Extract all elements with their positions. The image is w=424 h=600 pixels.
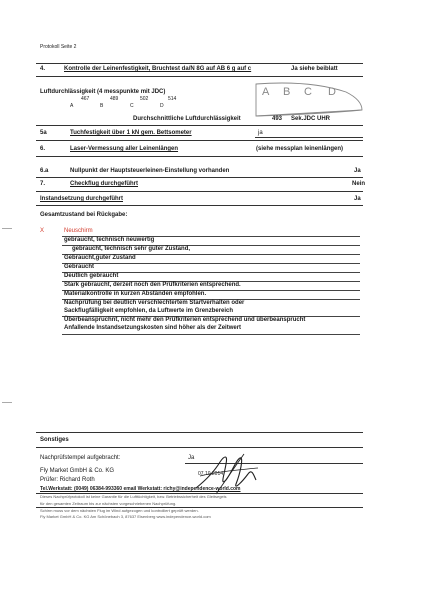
row-6a-value: Ja xyxy=(354,168,361,174)
row-repair-label: Instandsetzung durchgeführt xyxy=(40,196,123,202)
page-label: Protokoll Seite 2 xyxy=(40,44,77,50)
row-7-value: Nein xyxy=(352,181,366,187)
row-7-number: 7. xyxy=(40,181,46,187)
company-name: Fly Market GmbH & Co. KG xyxy=(40,468,115,474)
option-2: gebraucht, technisch sehr guter Zustand, xyxy=(72,246,191,252)
option-3: Gebraucht,guter Zustand xyxy=(64,255,136,261)
company-address: Fly Market GmbH & Co. KG Am Schönebach 3, 87637 Eisenberg www.independence-world.com xyxy=(40,514,211,519)
disclaimer-1: Dieses Nachprüfprotokoll ist keine Garantie für die Lufttüchtigkeit, bzw. Betriebssicherheit des Gleitsegels xyxy=(40,494,227,499)
overall-title: Gesamtzustand bei Rückgabe: xyxy=(40,212,128,218)
point-d: D xyxy=(160,103,164,109)
avg-label: Durchschnittliche Luftdurchlässigkeit xyxy=(133,116,241,122)
option-10: Überbeanspruchnt, nicht mehr den Prüfkriterien entsprechend und überbeansprucht xyxy=(64,317,306,323)
stamp-value: Ja xyxy=(188,455,195,461)
examiner-name: Prüfer: Richard Roth xyxy=(40,477,95,483)
option-6: Stark gebraucht, derzeit noch den Prüfkriterien entsprechend. xyxy=(64,282,241,288)
row-7-label: Checkflug durchgeführt xyxy=(70,181,139,187)
sonstiges-title: Sonstiges xyxy=(40,437,69,443)
permeability-label: Luftdurchlässigkeit (4 messpunkte mit JDC) xyxy=(40,89,166,95)
row-5a-value: ja xyxy=(258,130,263,136)
option-4: Gebraucht xyxy=(64,264,95,270)
point-a: A xyxy=(70,103,74,109)
row-6a-number: 6.a xyxy=(40,168,49,174)
inspection-date: 07.10.2014 xyxy=(198,471,224,477)
disclaimer-2: für den gesamten Zeitraum bis zur nächsten vorgeschriebenen Nachprüfung. xyxy=(40,501,177,506)
disclaimer-3: Schirm muss vor dem nächsten Flug im Wind aufgezogen und kontrolliert geprüft werden. xyxy=(40,508,199,513)
diagram-letter-c: C xyxy=(304,86,312,98)
section-note: Ja siehe beiblatt xyxy=(291,66,338,72)
punch-mark xyxy=(2,402,12,403)
punch-mark xyxy=(2,228,12,229)
row-6-value: (siehe messplan leinenlängen) xyxy=(256,146,344,152)
row-repair-value: Ja xyxy=(354,196,361,202)
diagram-letter-d: D xyxy=(328,86,336,98)
option-7: Materialkontrolle in kurzen Abständen empfohlen. xyxy=(64,291,207,297)
section-number: 4. xyxy=(40,66,46,72)
diagram-letter-a: A xyxy=(262,86,270,98)
contact-line: Tel.Werkstatt: (0049) 06384-993360 email Werkstatt: richy@independence-world.com xyxy=(40,486,241,492)
point-b: B xyxy=(100,103,104,109)
diagram-letter-b: B xyxy=(283,86,291,98)
row-6-number: 6. xyxy=(40,146,46,152)
point-c: C xyxy=(130,103,134,109)
row-5a-number: 5a xyxy=(40,130,47,136)
stamp-label: Nachprüfstempel aufgebracht: xyxy=(40,455,121,461)
row-6a-label: Nullpunkt der Hauptsteuerleinen-Einstellung vorhanden xyxy=(70,168,230,174)
option-1: gebraucht, technisch neuwertig xyxy=(64,237,155,243)
value-c: 502 xyxy=(140,96,149,102)
option-9: Sackflugfälligkeit empfohlen, da Luftwerte im Grenzbereich xyxy=(64,308,234,314)
overall-mark: X xyxy=(40,228,45,234)
option-8: Nachprüfung bei deutlich verschlechtertem Startverhalten oder xyxy=(64,300,245,306)
row-6-label: Laser-Vermessung aller Leinenlängen xyxy=(70,146,179,152)
option-11: Anfallende Instandsetzungskosten sind höher als der Zeitwert xyxy=(64,325,242,331)
avg-value: 493 xyxy=(272,116,283,122)
overall-selected: Neuschirm xyxy=(64,228,93,234)
value-b: 489 xyxy=(110,96,119,102)
row-5a-label: Tuchfestigkeit über 1 kN gem. Bettsometer xyxy=(70,130,192,136)
section-title: Kontrolle der Leinenfestigkeit, Bruchtest da/N 8G auf AB 6 g auf c xyxy=(64,66,252,72)
option-5: Deutlich gebraucht xyxy=(64,273,119,279)
value-d: 514 xyxy=(168,96,177,102)
value-a: 467 xyxy=(81,96,90,102)
avg-unit: Sek.JDC UHR xyxy=(291,116,331,122)
